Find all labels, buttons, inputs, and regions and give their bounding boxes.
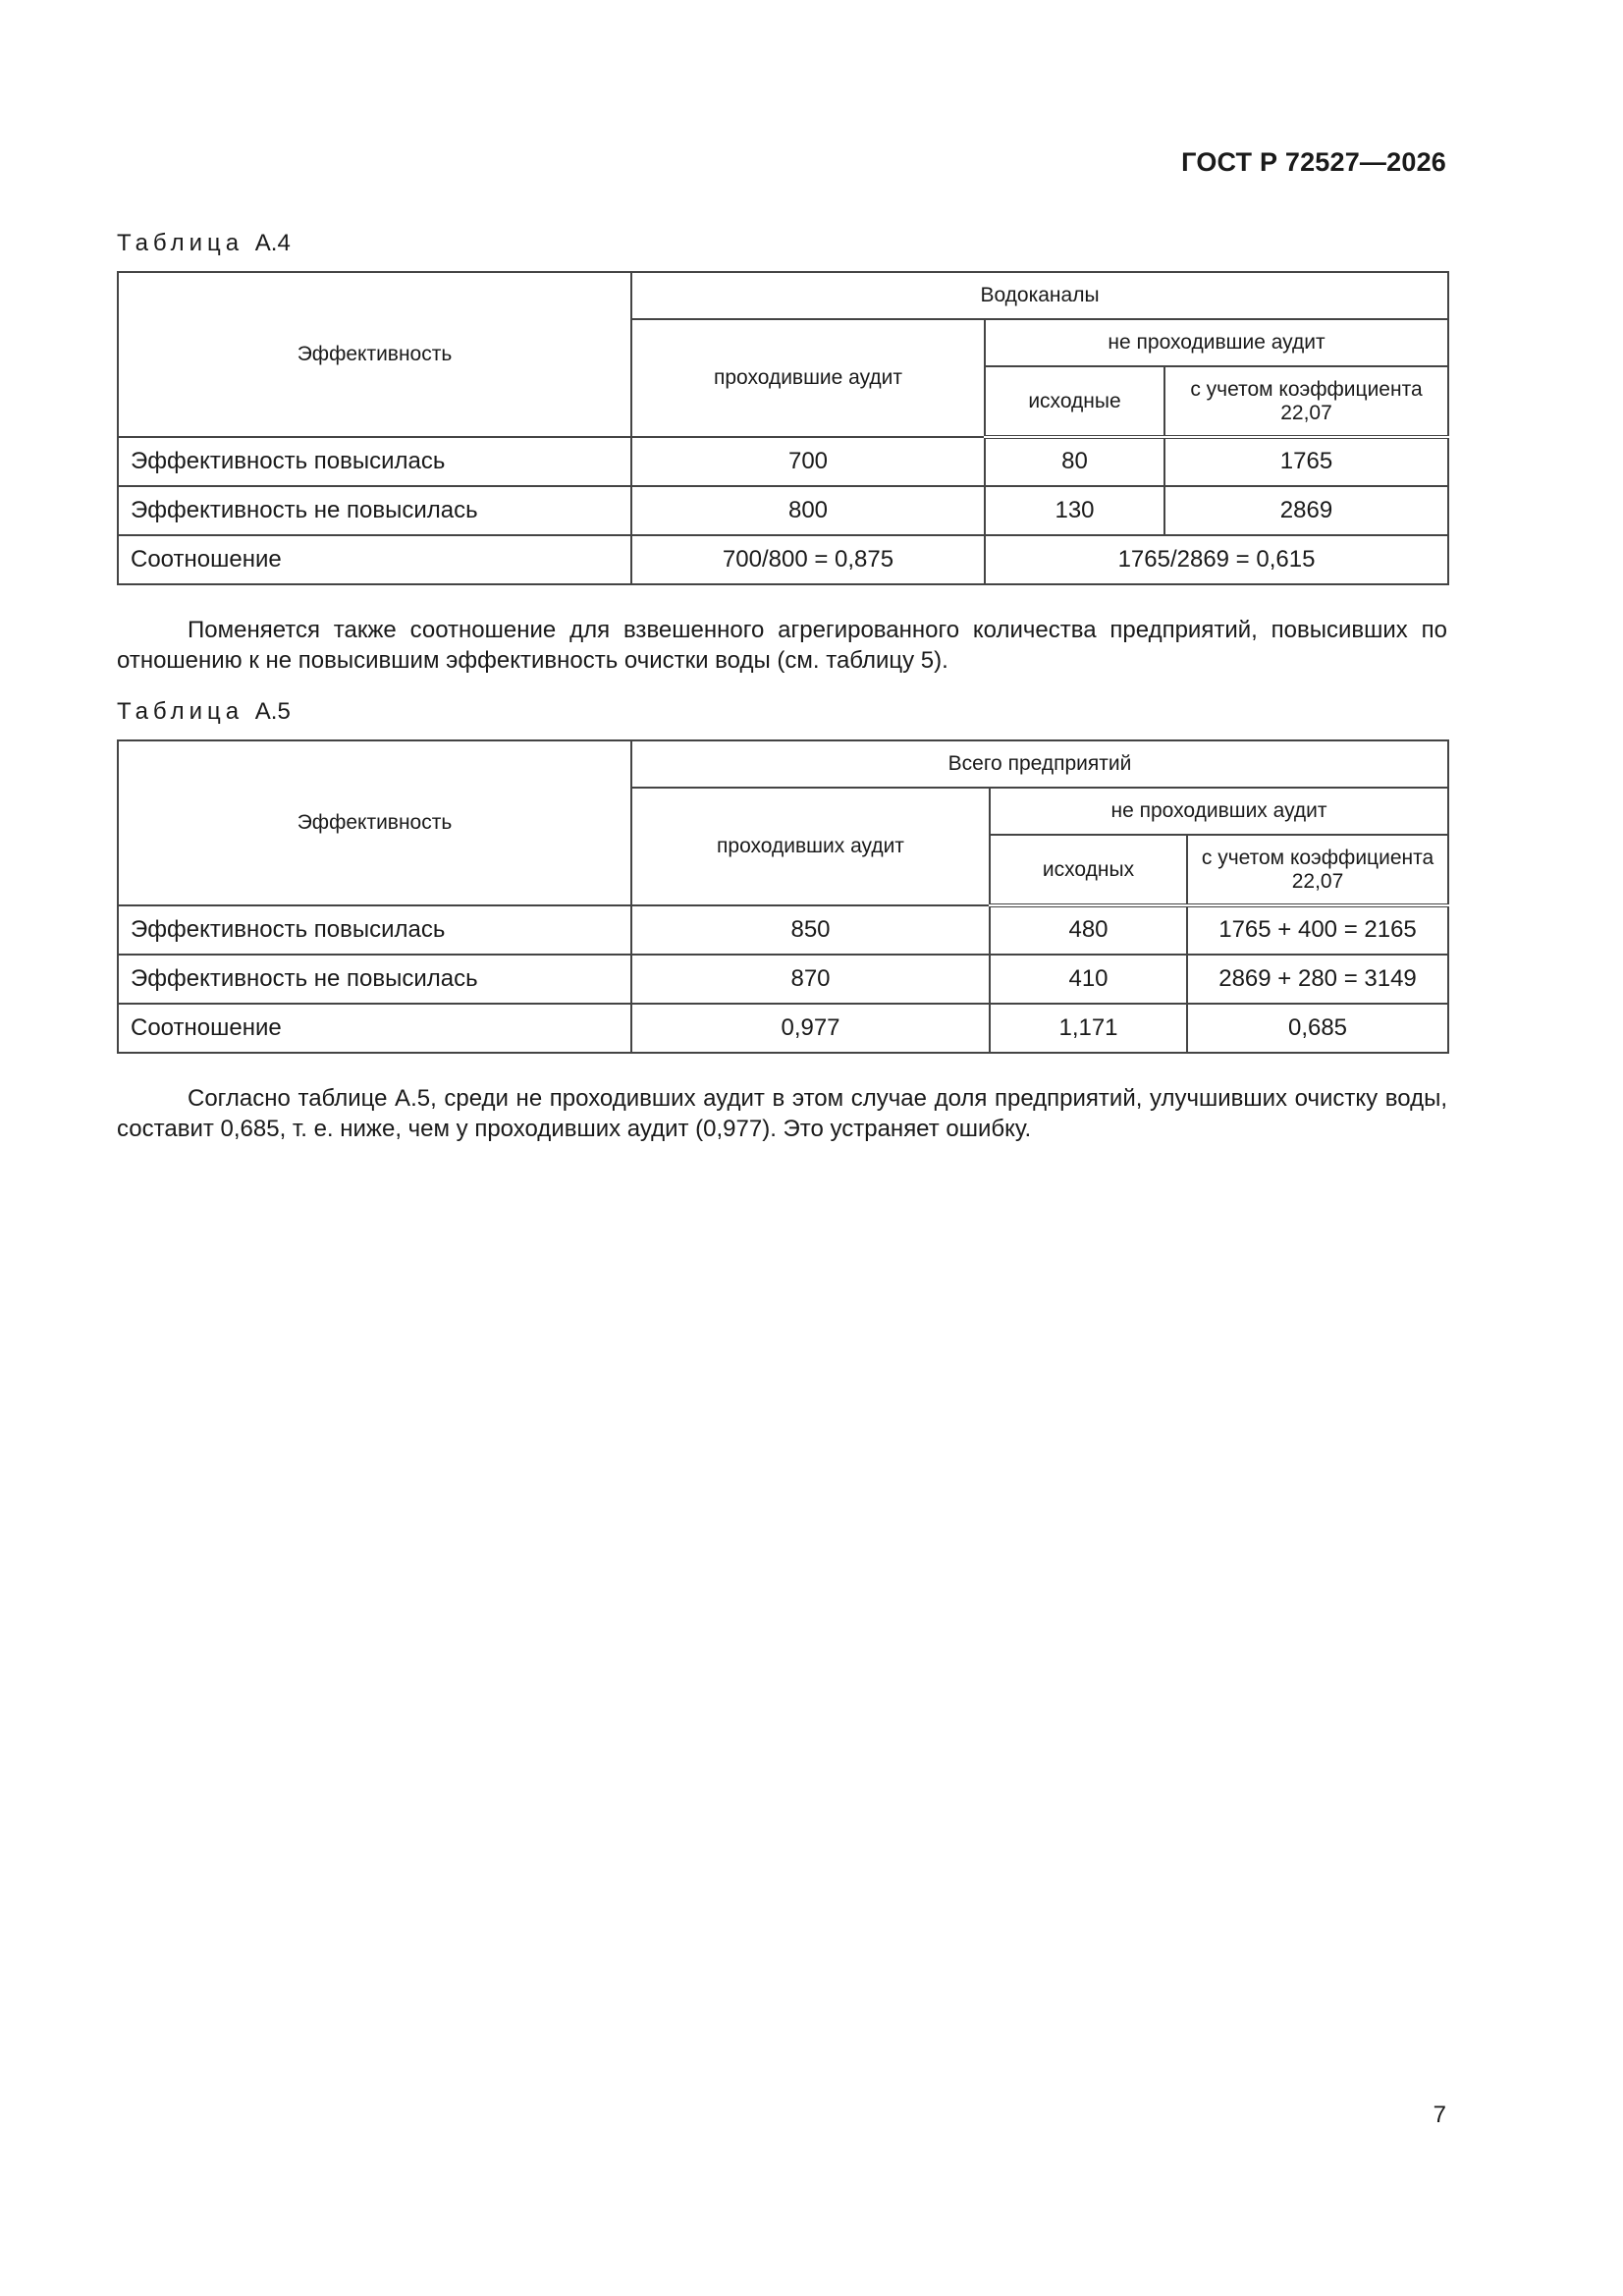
paragraph-1: Поменяется также соотношение для взвешенного агрегированного количества предприятий, повысивших по отношению к не повысившим эффективность очистки воды (см. таблицу 5).	[117, 617, 1447, 674]
table-a5-header-adjusted: с учетом коэффициента 22,07	[1187, 835, 1448, 905]
table-a5-row-label: Эффективность не повысилась	[118, 955, 631, 1004]
table-a5-cell: 870	[631, 955, 990, 1004]
page-number: 7	[1433, 2102, 1446, 2128]
table-a4-header-group: Водоканалы	[631, 272, 1448, 319]
table-a4-cell: 2869	[1164, 486, 1448, 535]
table-a5-row-label: Соотношение	[118, 1004, 631, 1053]
table-a5-caption-word: Таблица	[117, 698, 244, 725]
table-a5-cell: 480	[990, 905, 1187, 955]
table-a4-row-label: Эффективность повысилась	[118, 437, 631, 486]
table-a5-caption	[117, 698, 291, 726]
table-row	[118, 437, 1448, 486]
table-a5-row-label: Эффективность повысилась	[118, 905, 631, 955]
document-code: ГОСТ Р 72527—2026	[1181, 147, 1446, 177]
table-row	[118, 1004, 1448, 1053]
table-a5-cell: 0,685	[1187, 1004, 1448, 1053]
table-a5-caption-number: А.5	[254, 698, 291, 725]
paragraph-2: Согласно таблице А.5, среди не проходивших аудит в этом случае доля предприятий, улучшивших очистку воды, составит 0,685, т. е. ниже, чем у проходивших аудит (0,977). Это устраняет ошибку.	[117, 1085, 1447, 1142]
table-a4-ratio-not-passed: 1765/2869 = 0,615	[985, 535, 1448, 584]
table-a4-cell: 1765	[1164, 437, 1448, 486]
table-a4-caption	[117, 230, 291, 257]
table-a5-cell: 410	[990, 955, 1187, 1004]
table-a5-header-passed: проходивших аудит	[631, 788, 990, 905]
table-a4-caption-word: Таблица	[117, 230, 244, 256]
table-a4-cell: 80	[985, 437, 1164, 486]
table-a4-ratio-label: Соотношение	[118, 535, 631, 584]
table-a4	[117, 271, 1449, 585]
table-a5-cell: 0,977	[631, 1004, 990, 1053]
table-a5-cell: 850	[631, 905, 990, 955]
table-a5-header-group: Всего предприятий	[631, 740, 1448, 788]
table-row	[118, 905, 1448, 955]
table-a4-caption-number: А.4	[254, 230, 291, 256]
table-a4-header-passed: проходившие аудит	[631, 319, 985, 437]
table-a4-header-not-passed: не проходившие аудит	[985, 319, 1448, 366]
table-a4-header-adjusted: с учетом коэффициента 22,07	[1164, 366, 1448, 437]
table-a5-cell: 2869 + 280 = 3149	[1187, 955, 1448, 1004]
table-a4-cell: 130	[985, 486, 1164, 535]
table-row	[118, 535, 1448, 584]
table-a5-header-original: исходных	[990, 835, 1187, 905]
table-a4-cell: 800	[631, 486, 985, 535]
table-row	[118, 486, 1448, 535]
table-a5-cell: 1,171	[990, 1004, 1187, 1053]
table-a5-header-efficiency: Эффективность	[118, 740, 631, 905]
table-a4-ratio-passed: 700/800 = 0,875	[631, 535, 985, 584]
table-a5-header-not-passed: не проходивших аудит	[990, 788, 1448, 835]
table-row	[118, 955, 1448, 1004]
table-a4-header-efficiency: Эффективность	[118, 272, 631, 437]
table-a4-header-original: исходные	[985, 366, 1164, 437]
table-a4-row-label: Эффективность не повысилась	[118, 486, 631, 535]
table-a4-cell: 700	[631, 437, 985, 486]
table-a5	[117, 739, 1449, 1054]
table-a5-cell: 1765 + 400 = 2165	[1187, 905, 1448, 955]
